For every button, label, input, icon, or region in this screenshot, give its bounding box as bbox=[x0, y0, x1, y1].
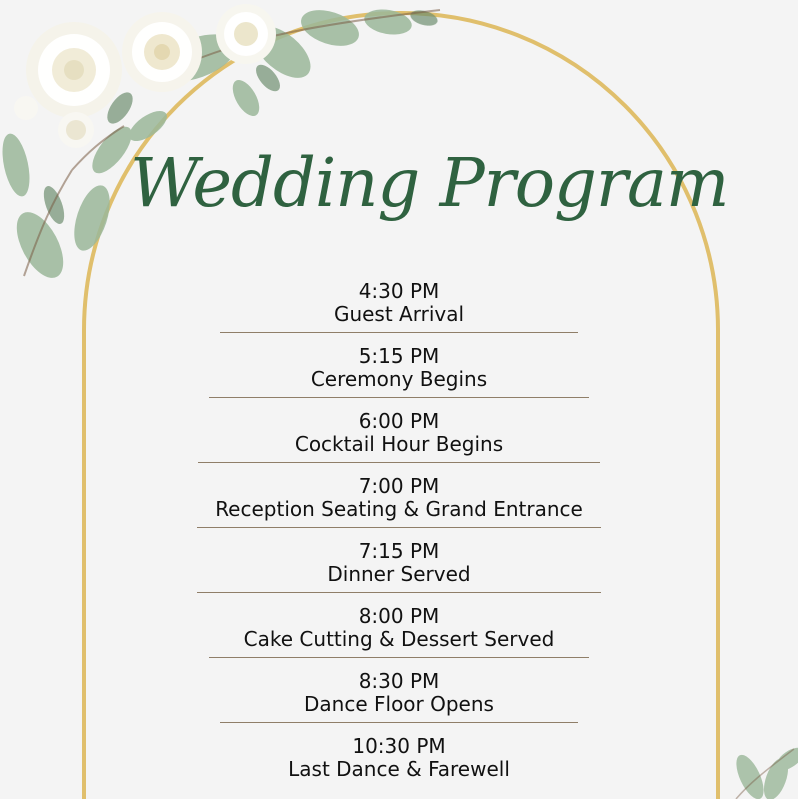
divider bbox=[198, 462, 600, 463]
schedule-item bbox=[0, 540, 798, 605]
program-title: Wedding Program bbox=[130, 144, 729, 222]
event-time: 4:30 PM bbox=[358, 279, 440, 303]
event-name: Dinner Served bbox=[327, 562, 471, 586]
schedule-item bbox=[0, 670, 798, 735]
divider bbox=[197, 527, 601, 528]
event-name: Cake Cutting & Dessert Served bbox=[243, 627, 555, 651]
divider bbox=[209, 397, 589, 398]
schedule-item bbox=[0, 475, 798, 540]
divider bbox=[209, 657, 589, 658]
event-time: 10:30 PM bbox=[352, 734, 446, 758]
event-name: Guest Arrival bbox=[333, 302, 465, 326]
divider bbox=[220, 332, 578, 333]
event-name: Ceremony Begins bbox=[310, 367, 488, 391]
schedule-item bbox=[0, 345, 798, 410]
program-schedule bbox=[0, 280, 798, 799]
divider bbox=[197, 592, 601, 593]
divider bbox=[220, 722, 578, 723]
event-time: 7:15 PM bbox=[358, 539, 440, 563]
event-time: 8:30 PM bbox=[358, 669, 440, 693]
event-time: 7:00 PM bbox=[358, 474, 440, 498]
schedule-item bbox=[0, 410, 798, 475]
schedule-item bbox=[0, 735, 798, 799]
schedule-item bbox=[0, 605, 798, 670]
event-time: 8:00 PM bbox=[358, 604, 440, 628]
event-time: 5:15 PM bbox=[358, 344, 440, 368]
event-name: Cocktail Hour Begins bbox=[294, 432, 504, 456]
event-name: Last Dance & Farewell bbox=[288, 757, 510, 781]
schedule-item bbox=[0, 280, 798, 345]
event-name: Dance Floor Opens bbox=[304, 692, 494, 716]
event-name: Reception Seating & Grand Entrance bbox=[215, 497, 583, 521]
event-time: 6:00 PM bbox=[358, 409, 440, 433]
